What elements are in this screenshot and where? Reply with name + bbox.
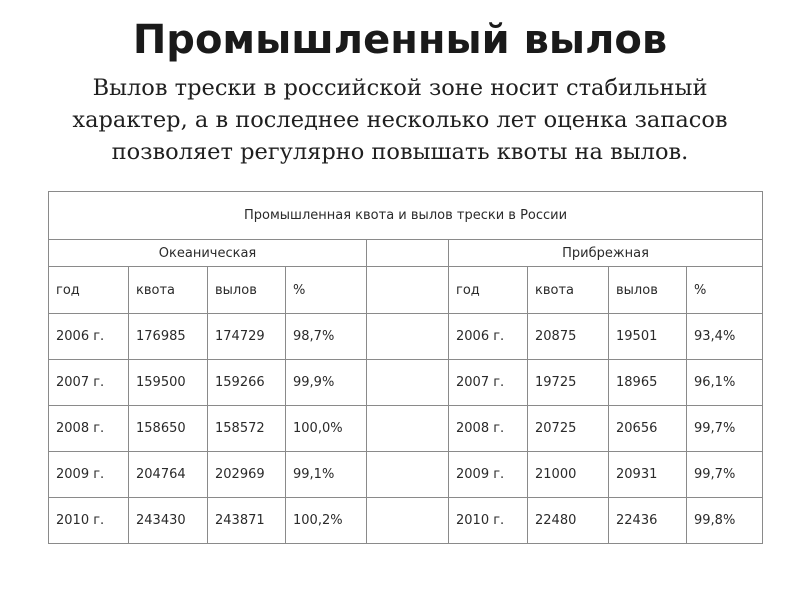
cell-coastal-percent: 99,7% — [687, 452, 763, 498]
spacer-cell — [367, 314, 449, 360]
table-row — [49, 406, 763, 452]
cell-coastal-quota: 20725 — [528, 406, 609, 452]
cell-coastal-catch: 20931 — [609, 452, 687, 498]
cell-oceanic-catch: 202969 — [208, 452, 286, 498]
cell-oceanic-quota: 159500 — [129, 360, 208, 406]
table-row — [49, 498, 763, 544]
page-title: Промышленный вылов — [132, 17, 668, 63]
cell-oceanic-percent: 100,2% — [286, 498, 367, 544]
cell-coastal-quota: 22480 — [528, 498, 609, 544]
page-subtitle: Вылов трески в российской зоне носит стабильный характер, а в последнее несколько лет оценка запасов позволяет регулярно повышать квоты на вылов. — [72, 75, 728, 165]
col-header-oceanic-year: год — [49, 267, 129, 314]
cell-oceanic-percent: 98,7% — [286, 314, 367, 360]
cell-oceanic-quota: 204764 — [129, 452, 208, 498]
col-header-coastal-year: год — [449, 267, 528, 314]
cell-coastal-year: 2006 г. — [449, 314, 528, 360]
col-header-coastal-catch: вылов — [609, 267, 687, 314]
col-header-coastal-percent: % — [687, 267, 763, 314]
cell-oceanic-year: 2008 г. — [49, 406, 129, 452]
cell-oceanic-quota: 176985 — [129, 314, 208, 360]
cell-oceanic-catch: 174729 — [208, 314, 286, 360]
col-header-oceanic-quota: квота — [129, 267, 208, 314]
col-header-coastal-quota: квота — [528, 267, 609, 314]
cell-coastal-quota: 19725 — [528, 360, 609, 406]
col-header-oceanic-catch: вылов — [208, 267, 286, 314]
group-header-oceanic: Океаническая — [49, 240, 367, 267]
cell-oceanic-year: 2007 г. — [49, 360, 129, 406]
cell-oceanic-catch: 159266 — [208, 360, 286, 406]
cell-coastal-catch: 19501 — [609, 314, 687, 360]
cell-coastal-catch: 20656 — [609, 406, 687, 452]
cell-oceanic-year: 2006 г. — [49, 314, 129, 360]
table-row — [49, 314, 763, 360]
group-header-coastal: Прибрежная — [449, 240, 763, 267]
col-header-oceanic-percent: % — [286, 267, 367, 314]
table-row — [49, 452, 763, 498]
cell-coastal-year: 2008 г. — [449, 406, 528, 452]
cell-oceanic-catch: 243871 — [208, 498, 286, 544]
cell-coastal-catch: 18965 — [609, 360, 687, 406]
cell-coastal-percent: 93,4% — [687, 314, 763, 360]
spacer-cell — [367, 360, 449, 406]
cell-coastal-quota: 20875 — [528, 314, 609, 360]
cell-oceanic-percent: 100,0% — [286, 406, 367, 452]
spacer-cell — [367, 267, 449, 314]
cell-coastal-percent: 99,8% — [687, 498, 763, 544]
cell-oceanic-quota: 243430 — [129, 498, 208, 544]
spacer-cell — [367, 406, 449, 452]
cell-coastal-percent: 96,1% — [687, 360, 763, 406]
cell-oceanic-quota: 158650 — [129, 406, 208, 452]
cell-coastal-year: 2007 г. — [449, 360, 528, 406]
group-header-gap — [367, 240, 449, 267]
table-row — [49, 360, 763, 406]
cell-oceanic-percent: 99,9% — [286, 360, 367, 406]
cell-coastal-catch: 22436 — [609, 498, 687, 544]
spacer-cell — [367, 498, 449, 544]
table-caption: Промышленная квота и вылов трески в России — [49, 192, 763, 240]
cell-coastal-quota: 21000 — [528, 452, 609, 498]
cell-coastal-percent: 99,7% — [687, 406, 763, 452]
spacer-cell — [367, 452, 449, 498]
cell-coastal-year: 2009 г. — [449, 452, 528, 498]
cell-oceanic-catch: 158572 — [208, 406, 286, 452]
cell-oceanic-year: 2010 г. — [49, 498, 129, 544]
cell-coastal-year: 2010 г. — [449, 498, 528, 544]
cod-quota-table — [48, 191, 763, 544]
cell-oceanic-percent: 99,1% — [286, 452, 367, 498]
cell-oceanic-year: 2009 г. — [49, 452, 129, 498]
